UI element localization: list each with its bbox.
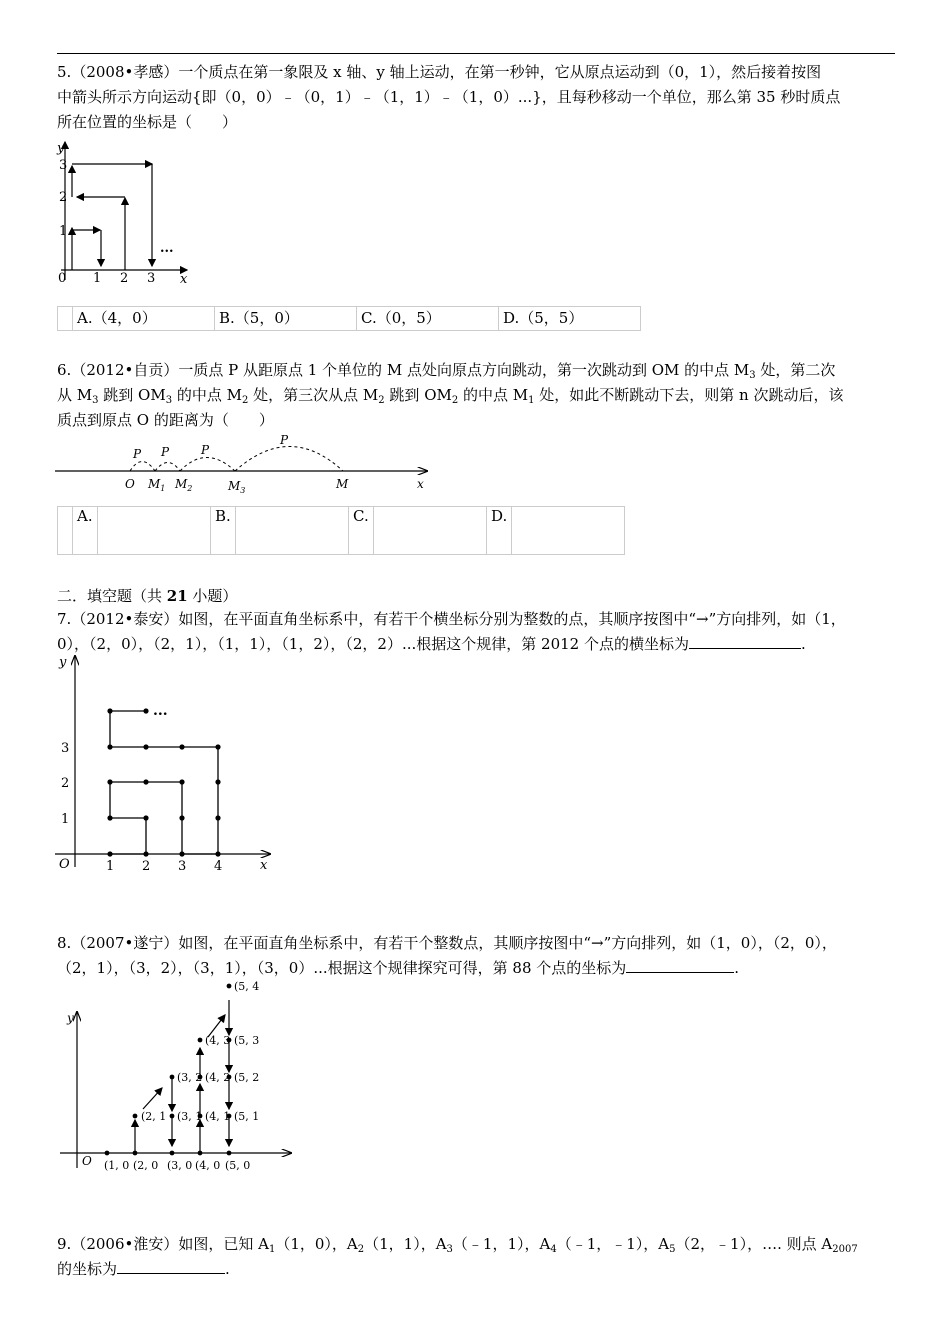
q8-label-4-3: (4, 3 bbox=[205, 1034, 231, 1047]
q5-xtick-1: 1 bbox=[93, 271, 102, 286]
q7-ellipsis: ... bbox=[153, 703, 168, 719]
q8-label-5-1: (5, 1 bbox=[234, 1110, 260, 1123]
q8-label-4-1: (4, 1 bbox=[205, 1110, 231, 1123]
q8-label-1-0: (1, 0 bbox=[104, 1159, 130, 1172]
q5-options bbox=[57, 306, 641, 331]
q7-origin: O bbox=[59, 857, 70, 872]
q8-label-5-4: (5, 4 bbox=[234, 980, 260, 993]
q7-xtick-2: 2 bbox=[142, 859, 151, 874]
q8-label-4-0: (4, 0 bbox=[195, 1159, 221, 1172]
q6-m2-label: $M_2$ bbox=[175, 477, 193, 493]
q5-y-label: y bbox=[57, 141, 65, 156]
q8-label-5-3: (5, 3 bbox=[234, 1034, 260, 1047]
q6-p-label-1: P bbox=[133, 447, 142, 461]
q5-source: （2008•孝感） bbox=[71, 63, 179, 81]
q5-option-a[interactable]: A.（4，0） bbox=[73, 307, 215, 331]
question-8: 8.（2007•遂宁）如图，在平面直角坐标系中，有若干个整数点，其顺序按图中“→”方向排列，如（1，0），（2，0）， （2，1），（3，2），（3，1），（3，0）...根据这个规律探究可得，第 88 个点的坐标为 . bbox=[57, 934, 837, 977]
q6-p-label-2: P bbox=[161, 445, 170, 459]
q7-ytick-3: 3 bbox=[61, 741, 70, 756]
top-rule bbox=[57, 53, 895, 54]
q8-answer-blank[interactable] bbox=[626, 958, 734, 973]
q6-o-label: O bbox=[125, 477, 135, 491]
q5-number: 5. bbox=[57, 63, 72, 81]
q6-p-label-3: P bbox=[201, 443, 210, 457]
q6-x-label: x bbox=[417, 477, 424, 491]
q7-answer-blank[interactable] bbox=[689, 634, 801, 649]
q6-m1-label: $M_1$ bbox=[148, 477, 166, 493]
q6-p-label-4: P bbox=[280, 433, 289, 447]
q5-x-label: x bbox=[180, 272, 188, 287]
q6-option-d[interactable]: D. bbox=[487, 507, 512, 555]
q5-line2: 中箭头所示方向运动{即（0，0）﹣（0，1）﹣（1，1）﹣（1，0）...}，且每秒移动一个单位，那么第 35 秒时质点 bbox=[57, 88, 841, 106]
q8-label-3-1: (3, 1 bbox=[177, 1110, 203, 1123]
q5-line3: 所在位置的坐标是（ ） bbox=[57, 113, 238, 131]
q8-y-label: y bbox=[67, 1011, 74, 1025]
q7-ytick-2: 2 bbox=[61, 776, 70, 791]
q7-ytick-1: 1 bbox=[61, 812, 70, 827]
q8-figure bbox=[55, 978, 300, 1178]
q6-option-a[interactable]: A. bbox=[73, 507, 98, 555]
q5-line1: 一个质点在第一象限及 x 轴、y 轴上运动，在第一秒钟，它从原点运动到（0，1），然后接着按图 bbox=[178, 63, 822, 81]
q8-label-3-0: (3, 0 bbox=[167, 1159, 193, 1172]
q6-m3-label: $M_3$ bbox=[228, 479, 246, 494]
question-7: 7.（2012•泰安）如图，在平面直角坐标系中，有若干个横坐标分别为整数的点，其顺序按图中“→”方向排列，如（1， 0），（2，0），（2，1），（1，1），（1，2），（2，2）...根据这个规律，第 2012 个点的横坐标为 . bbox=[57, 610, 846, 653]
q7-xtick-3: 3 bbox=[178, 859, 187, 874]
q9-answer-blank[interactable] bbox=[117, 1259, 225, 1274]
question-6: 6.（2012•自贡）一质点 P 从距原点 1 个单位的 M 点处向原点方向跳动，第一次跳动到 OM 的中点 $M_3$ 处，第二次 从 $M_3$ 跳到 $OM_3$ 的中点 $M_2$ 处，第三次从点 $M_2$ 跳到 $OM_2$ 的中点 $M_1$ 处，如此不断跳动下去，则第 n 次跳动后，该 质点到原点 O 的距离为（ ） bbox=[57, 361, 844, 429]
q8-label-5-0: (5, 0 bbox=[225, 1159, 251, 1172]
q8-label-2-0: (2, 0 bbox=[133, 1159, 159, 1172]
q5-ytick-1: 1 bbox=[59, 224, 68, 239]
q7-y-label: y bbox=[59, 655, 67, 670]
question-9: 9.（2006•淮安）如图，已知 $A_1(1$，0），$A_2(1$，1），$A_3(﹣1$，1），$A_4(﹣1$，﹣1），$A_5(2$，﹣1），…. 则点 $A_{2007}$ 的坐标为 . bbox=[57, 1235, 858, 1278]
section-header: 二．填空题（共 21 小题） bbox=[57, 587, 238, 605]
q5-figure bbox=[55, 140, 205, 290]
q5-ellipsis: ... bbox=[160, 241, 174, 256]
q5-xtick-3: 3 bbox=[147, 271, 156, 286]
q8-label-2-1: (2, 1 bbox=[141, 1110, 167, 1123]
q5-option-b[interactable]: B.（5，0） bbox=[215, 307, 357, 331]
q7-figure bbox=[55, 652, 280, 877]
q6-options bbox=[57, 506, 625, 555]
q8-label-5-2: (5, 2 bbox=[234, 1071, 260, 1084]
question-5 bbox=[57, 60, 897, 135]
q6-option-c[interactable]: C. bbox=[349, 507, 374, 555]
q5-option-c[interactable]: C.（0，5） bbox=[357, 307, 499, 331]
q7-xtick-1: 1 bbox=[106, 859, 115, 874]
q5-option-d[interactable]: D.（5，5） bbox=[499, 307, 641, 331]
q5-ytick-2: 2 bbox=[59, 190, 68, 205]
q5-ytick-3: 3 bbox=[59, 158, 68, 173]
q5-xtick-2: 2 bbox=[120, 271, 129, 286]
q5-origin: 0 bbox=[58, 271, 67, 286]
q6-option-b[interactable]: B. bbox=[211, 507, 236, 555]
q7-x-label: x bbox=[260, 858, 268, 873]
q6-figure bbox=[55, 432, 435, 494]
q8-label-4-2: (4, 2 bbox=[205, 1071, 231, 1084]
q6-m-label: M bbox=[336, 477, 349, 491]
q7-xtick-4: 4 bbox=[214, 859, 223, 874]
q8-label-3-2: (3, 2 bbox=[177, 1071, 203, 1084]
q8-origin: O bbox=[82, 1154, 92, 1168]
